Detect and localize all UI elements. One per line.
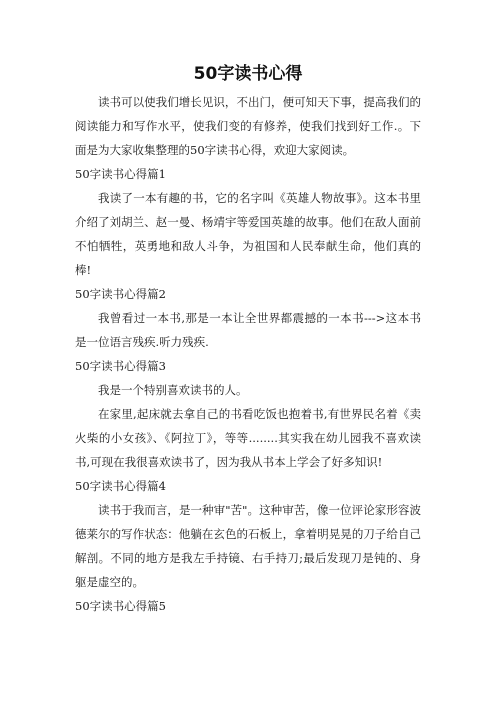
document-title: 50字读书心得 xyxy=(193,64,303,84)
section-heading-1: 50字读书心得篇1 xyxy=(75,167,166,181)
section-heading-3: 50字读书心得篇3 xyxy=(75,359,166,373)
section-1-paragraph-1: 我读了一本有趣的书，它的名字叫《英雄人物故事》。这本书里介绍了刘胡兰、赵一曼、杨靖宇等爱国英雄的故事。他们在敌人面前不怕牺牲，英勇地和敌人斗争，为祖国和人民奉献生命，他们真的棒! xyxy=(75,191,421,277)
section-heading-2: 50字读书心得篇2 xyxy=(75,287,166,301)
section-3-paragraph-2: 在家里,起床就去拿自己的书看吃饭也抱着书,有世界民名着《卖火柴的小女孩》、《阿拉丁》，等等........其实我在幼儿园我不喜欢读书,可现在我很喜欢读书了，因为我从书本上学会了好多知识! xyxy=(75,407,421,469)
section-heading-4: 50字读书心得篇4 xyxy=(75,479,166,493)
section-3-paragraph-1: 我是一个特别喜欢读书的人。 xyxy=(98,383,248,397)
section-4-paragraph-1: 读书于我而言，是一种审"苦"。这种审苦，像一位评论家形容波德莱尔的写作状态：他躺在玄色的石板上，拿着明晃晃的刀子给自己解剖。不同的地方是我左手持镜、右手持刀;最后发现刀是钝的、身躯是虚空的。 xyxy=(75,503,421,589)
intro-paragraph: 读书可以使我们增长见识，不出门，便可知天下事，提高我们的阅读能力和写作水平，使我们变的有修养，使我们找到好工作.。下面是为大家收集整理的50字读书心得，欢迎大家阅读。 xyxy=(75,95,421,157)
section-2-paragraph-1: 我曾看过一本书,那是一本让全世界都震撼的一本书--->这本书是一位语言残疾.听力残疾. xyxy=(75,311,421,349)
document-page xyxy=(75,62,421,618)
section-heading-5: 50字读书心得篇5 xyxy=(75,599,166,613)
